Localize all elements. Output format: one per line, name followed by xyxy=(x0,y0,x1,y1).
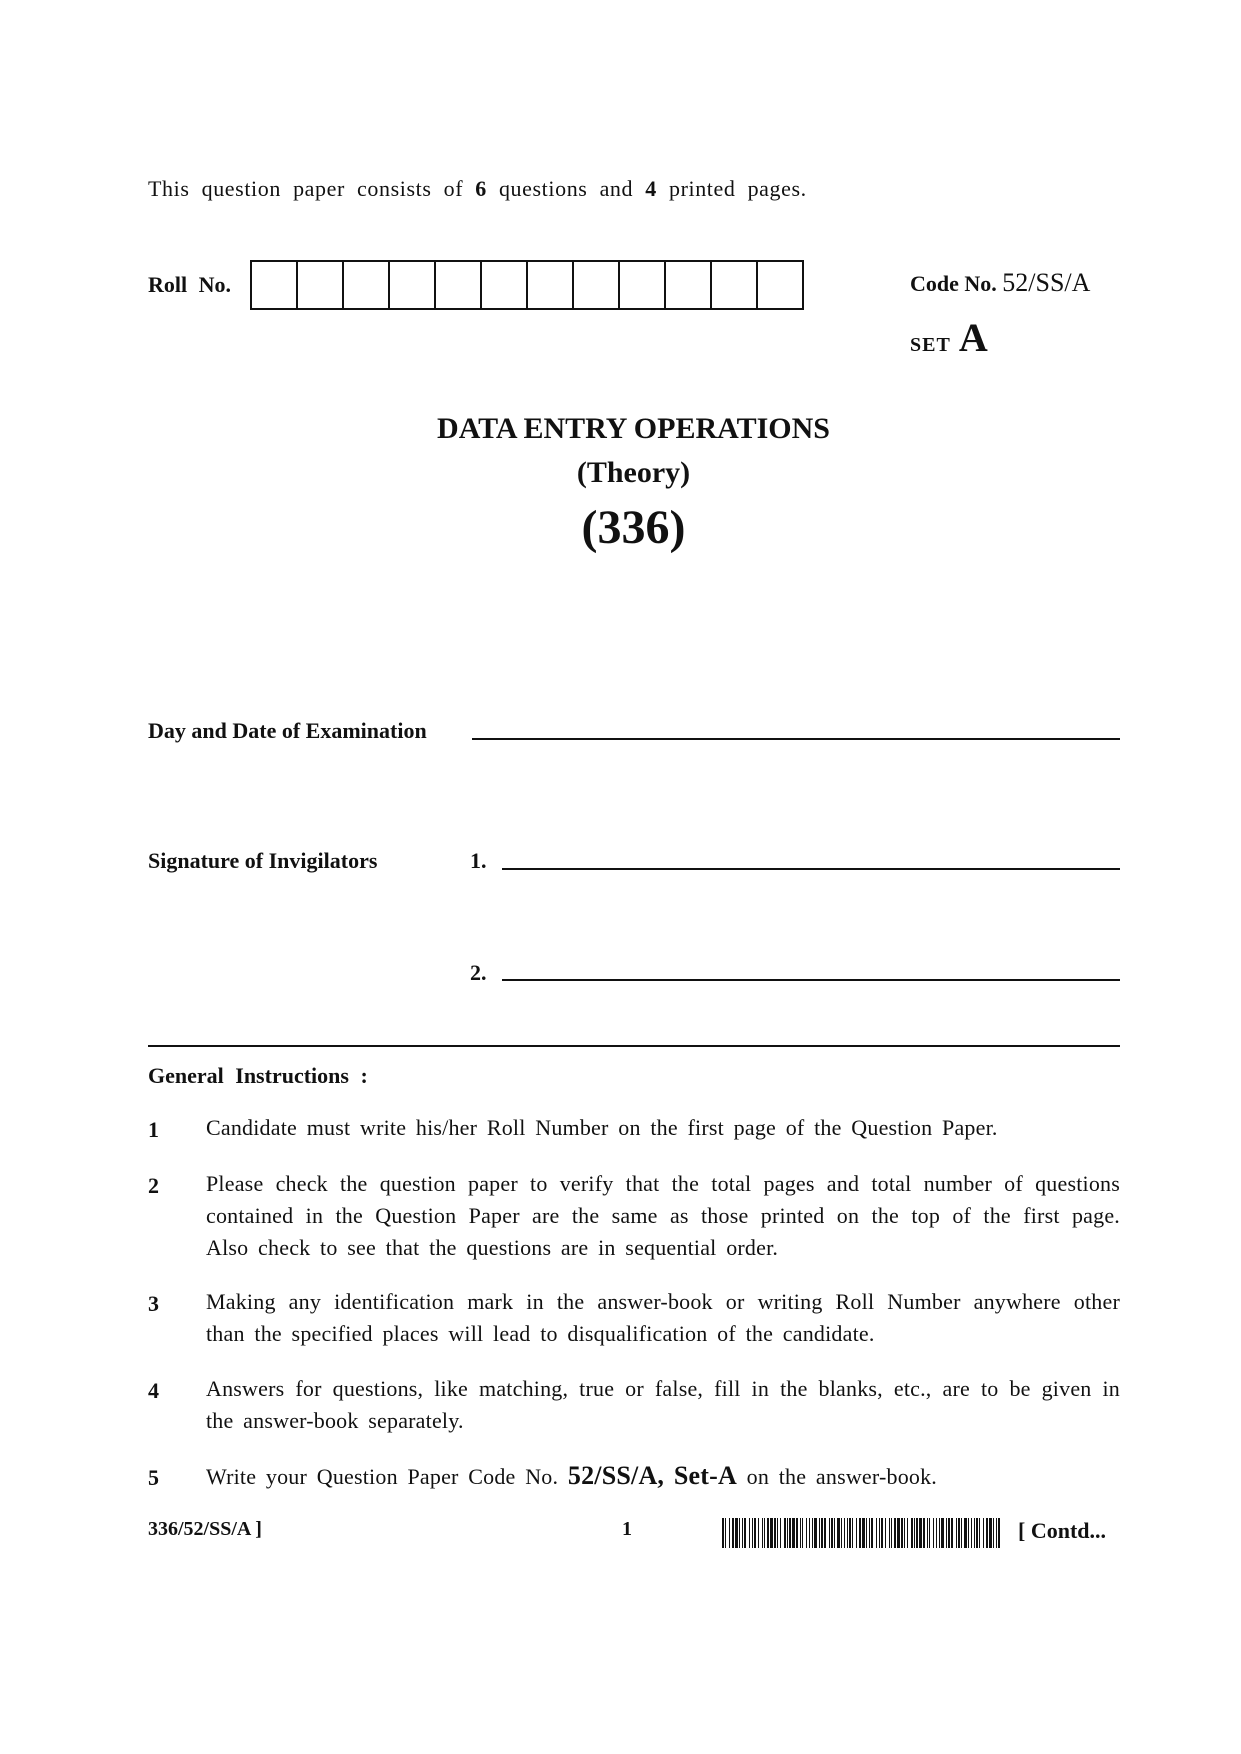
instruction-number: 4 xyxy=(148,1378,159,1403)
signature-1-line[interactable] xyxy=(502,868,1120,870)
set-value: A xyxy=(958,315,988,360)
instruction-text: Write your Question Paper Code No. 52/SS/A, Set-A on the answer-book. xyxy=(206,1461,938,1490)
continued-label: [ Contd... xyxy=(1018,1518,1107,1543)
signature-2-number: 2. xyxy=(470,960,487,985)
set-indicator: SET A xyxy=(910,315,988,360)
code-value: 52/SS/A xyxy=(1002,268,1091,297)
section-divider xyxy=(148,1045,1120,1047)
roll-no-boxes[interactable] xyxy=(250,260,804,310)
roll-digit-box[interactable] xyxy=(712,262,758,308)
exam-date-label: Day and Date of Examination xyxy=(148,718,427,743)
signature-2-line[interactable] xyxy=(502,979,1120,981)
instructions-heading: General Instructions : xyxy=(148,1063,368,1088)
roll-digit-box[interactable] xyxy=(482,262,528,308)
instruction-text: Making any identification mark in the answer-book or writing Roll Number anywhere other than the specified places will lead to disqualification of the candidate. xyxy=(206,1289,1120,1346)
question-count: 6 xyxy=(475,176,487,201)
roll-digit-box[interactable] xyxy=(252,262,298,308)
roll-no-label: Roll No. xyxy=(148,272,231,297)
page-count: 4 xyxy=(645,176,657,201)
roll-digit-box[interactable] xyxy=(298,262,344,308)
code-number: Code No. 52/SS/A xyxy=(910,268,1091,297)
subject-number: (336) xyxy=(581,501,686,554)
instruction-number: 1 xyxy=(148,1117,159,1142)
instruction-number: 2 xyxy=(148,1173,159,1198)
instruction-text: Answers for questions, like matching, true or false, fill in the blanks, etc., are to be given in the answer-book separately. xyxy=(206,1376,1120,1433)
instruction-number: 3 xyxy=(148,1291,159,1316)
roll-digit-box[interactable] xyxy=(390,262,436,308)
subject-type: (Theory) xyxy=(576,456,691,489)
paper-code: 52/SS/A, xyxy=(567,1461,665,1490)
paper-info: This question paper consists of 6 questions and 4 printed pages. xyxy=(148,176,807,201)
instruction-text: Candidate must write his/her Roll Number on the first page of the Question Paper. xyxy=(206,1115,998,1140)
roll-digit-box[interactable] xyxy=(620,262,666,308)
subject-title: DATA ENTRY OPERATIONS xyxy=(437,412,830,445)
signature-1-number: 1. xyxy=(470,848,487,873)
page-number: 1 xyxy=(622,1518,632,1540)
signature-label: Signature of Invigilators xyxy=(148,848,378,873)
roll-digit-box[interactable] xyxy=(666,262,712,308)
roll-digit-box[interactable] xyxy=(574,262,620,308)
barcode-icon xyxy=(722,1518,1002,1548)
roll-digit-box[interactable] xyxy=(528,262,574,308)
roll-digit-box[interactable] xyxy=(436,262,482,308)
roll-digit-box[interactable] xyxy=(758,262,802,308)
paper-set: Set-A xyxy=(673,1461,737,1490)
instruction-text: Please check the question paper to verify that the total pages and total number of questions contained in the Question Paper are the same as those printed on the top of the first page. Also check to see that the questions are in sequential order. xyxy=(206,1171,1120,1260)
instruction-number: 5 xyxy=(148,1465,159,1490)
exam-date-line[interactable] xyxy=(472,738,1120,740)
roll-digit-box[interactable] xyxy=(344,262,390,308)
footer-code: 336/52/SS/A ] xyxy=(148,1518,262,1540)
